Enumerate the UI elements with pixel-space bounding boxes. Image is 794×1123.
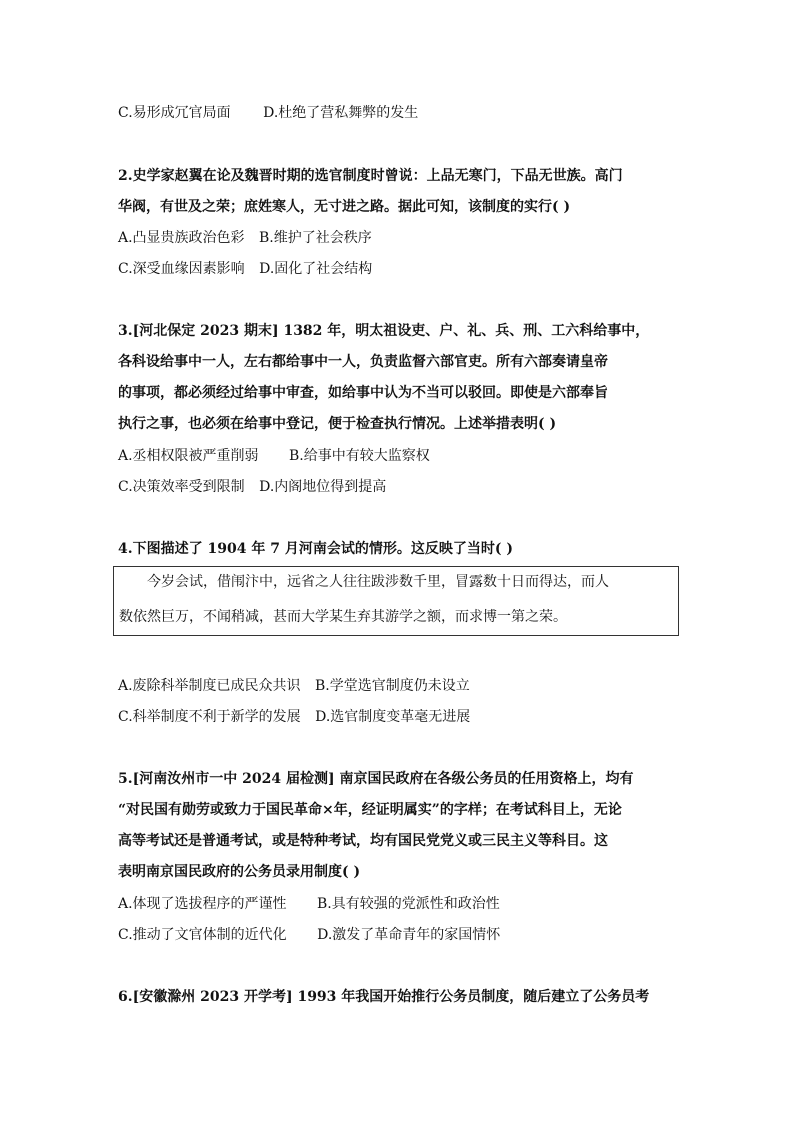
q2-stem-line-1: 2.史学家赵翼在论及魏晋时期的选官制度时曾说：上品无寒门，下品无世族。高门 xyxy=(118,168,623,184)
q4-option-d: D.选官制度变革毫无进展 xyxy=(315,709,471,725)
q2-option-d: D.固化了社会结构 xyxy=(259,261,373,277)
q3-option-d: D.内阁地位得到提高 xyxy=(259,479,387,495)
q2-option-a: A.凸显贵族政治色彩 xyxy=(118,230,245,246)
q3-stem-line-1: 3.[河北保定 2023 期末] 1382 年，明太祖设吏、户、礼、兵、刑、工六科给事中， xyxy=(118,323,650,339)
q4-quote-line-1: 今岁会试，借闱汴中，远省之人往往跋涉数千里，冒露数十日而得达，而人 xyxy=(147,574,609,590)
q4-stem-line-1: 4.下图描述了 1904 年 7 月河南会试的情形。这反映了当时( ) xyxy=(118,541,513,557)
q5-option-c: C.推动了文官体制的近代化 xyxy=(118,927,287,943)
q4-quote-box xyxy=(113,566,679,636)
q1-option-d: D.杜绝了营私舞弊的发生 xyxy=(263,105,419,121)
q3-option-c: C.决策效率受到限制 xyxy=(118,479,245,495)
q3-stem-line-2: 各科设给事中一人，左右都给事中一人，负责监督六部官吏。所有六部奏请皇帝 xyxy=(118,354,608,370)
q4-options-row-ab xyxy=(118,677,470,695)
q5-stem-line-1: 5.[河南汝州市一中 2024 届检测] 南京国民政府在各级公务员的任用资格上，均有 xyxy=(118,771,634,787)
q4-option-c: C.科举制度不利于新学的发展 xyxy=(118,709,301,725)
q3-options-row-ab xyxy=(118,447,430,465)
q5-stem-line-4: 表明南京国民政府的公务员录用制度( ) xyxy=(118,864,361,880)
q3-option-b: B.给事中有较大监察权 xyxy=(289,448,430,464)
q1-options-row-cd xyxy=(118,104,418,122)
q2-stem-line-2: 华阀，有世及之荣；庶姓寒人，无寸进之路。据此可知，该制度的实行( ) xyxy=(118,199,571,215)
q4-options-row-cd xyxy=(118,708,470,726)
q3-option-a: A.丞相权限被严重削弱 xyxy=(118,448,259,464)
q3-options-row-cd xyxy=(118,478,386,496)
q2-options-row-cd xyxy=(118,260,372,278)
q5-options-row-cd xyxy=(118,926,500,944)
q5-stem-line-2: “对民国有勋劳或致力于国民革命×年，经证明属实”的字样；在考试科目上，无论 xyxy=(118,802,622,818)
q5-option-d: D.激发了革命青年的家国情怀 xyxy=(317,927,501,943)
q4-quote-line-2: 数依然巨万，不闻稍减，甚而大学某生弃其游学之额，而求博一第之荣。 xyxy=(119,609,567,625)
q2-option-b: B.维护了社会秩序 xyxy=(259,230,372,246)
q5-stem-line-3: 高等考试还是普通考试，或是特种考试，均有国民党党义或三民主义等科目。这 xyxy=(118,833,608,849)
q5-option-a: A.体现了选拔程序的严谨性 xyxy=(118,896,287,912)
q2-option-c: C.深受血缘因素影响 xyxy=(118,261,245,277)
q4-option-a: A.废除科举制度已成民众共识 xyxy=(118,678,301,694)
q5-option-b: B.具有较强的党派性和政治性 xyxy=(317,896,500,912)
q3-stem-line-3: 的事项，都必须经过给事中审查，如给事中认为不当可以驳回。即使是六部奉旨 xyxy=(118,385,608,401)
q6-stem-line-1: 6.[安徽滁州 2023 开学考] 1993 年我国开始推行公务员制度，随后建立了公务员考 xyxy=(118,989,650,1005)
q1-option-c: C.易形成冗官局面 xyxy=(118,105,231,121)
q5-options-row-ab xyxy=(118,895,500,913)
q4-option-b: B.学堂选官制度仍未设立 xyxy=(315,678,470,694)
q3-stem-line-4: 执行之事，也必须在给事中登记，便于检查执行情况。上述举措表明( ) xyxy=(118,416,557,432)
q2-options-row-ab xyxy=(118,229,372,247)
